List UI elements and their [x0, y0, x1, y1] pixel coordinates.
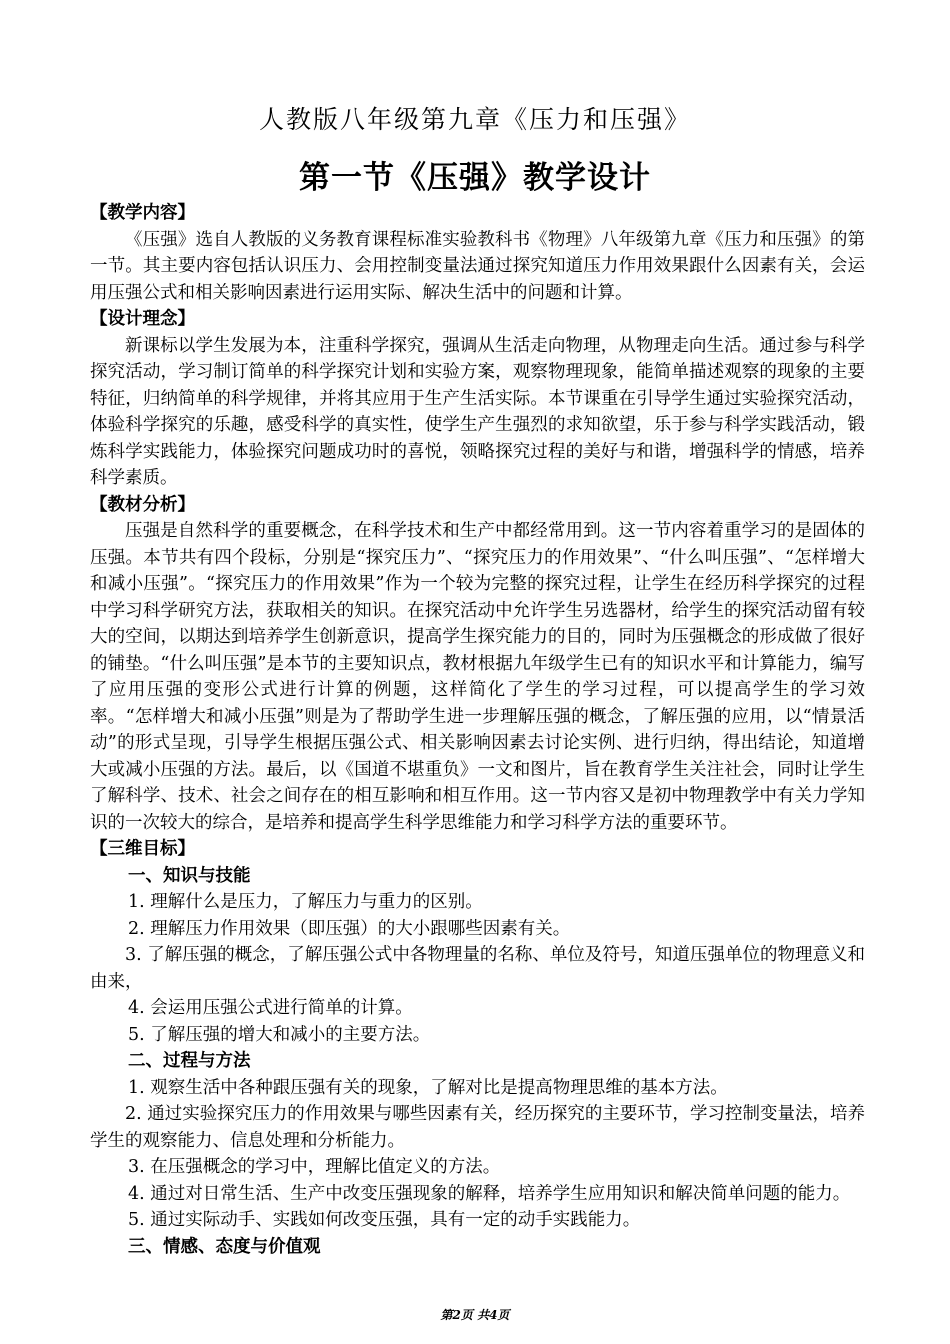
goal-process-item-2: 2. 通过实验探究压力的作用效果与哪些因素有关，经历探究的主要环节，学习控制变量法，培养学生的观察能力、信息处理和分析能力。: [90, 1104, 865, 1151]
document-subtitle: 第一节《压强》教学设计: [299, 160, 651, 196]
goal-process-item-4: 4. 通过对日常生活、生产中改变压强现象的解释，培养学生应用知识和解决简单问题的能力。: [128, 1183, 851, 1204]
goal-process-item-1: 1. 观察生活中各种跟压强有关的现象，了解对比是提高物理思维的基本方法。: [128, 1077, 728, 1098]
heading-analysis: 【教材分析】: [90, 494, 195, 515]
goal-process-item-3: 3. 在压强概念的学习中，理解比值定义的方法。: [128, 1157, 501, 1177]
goal-knowledge-item-4: 4. 会运用压强公式进行简单的计算。: [128, 998, 413, 1018]
goal-emotion-title: 三、情感、态度与价值观: [128, 1236, 321, 1257]
goal-knowledge-title: 一、知识与技能: [128, 865, 251, 886]
heading-content: 【教学内容】: [90, 203, 195, 223]
goal-knowledge-item-3: 3. 了解压强的概念，了解压强公式中各物理量的名称、单位及符号，知道压强单位的物理意义和由来，: [90, 945, 865, 992]
goal-knowledge-item-2: 2. 理解压力作用效果（即压强）的大小跟哪些因素有关。: [128, 918, 571, 939]
goal-knowledge-item-5: 5. 了解压强的增大和减小的主要方法。: [128, 1024, 431, 1045]
paragraph-concept: 新课标以学生发展为本，注重科学探究，强调从生活走向物理，从物理走向生活。通过参与科学探究活动，学习制订简单的科学探究计划和实验方案，观察物理现象，能简单描述观察的现象的主要特征，归纳简单的科学规律，并将其应用于生产生活实际。本节课重在引导学生通过实验探究活动，体验科学探究的乐趣，感受科学的真实性，使学生产生强烈的求知欲望，乐于参与科学实践活动，锻炼科学实践能力，体验探究问题成功时的喜悦，领略探究过程的美好与和谐，增强科学的情感，培养科学素质。: [90, 335, 865, 488]
goal-process-title: 二、过程与方法: [128, 1051, 251, 1071]
page-number-footer: 第2页 共4页: [440, 1308, 510, 1322]
heading-goals: 【三维目标】: [90, 839, 195, 859]
document-title: 人教版八年级第九章《压力和压强》: [258, 105, 691, 134]
paragraph-content: 《压强》选自人教版的义务教育课程标准实验教科书《物理》八年级第九章《压力和压强》的第一节。其主要内容包括认识压力、会用控制变量法通过探究知道压力作用效果跟什么因素有关，会运用压强公式和相关影响因素进行运用实际、解决生活中的问题和计算。: [90, 229, 865, 303]
goal-knowledge-item-1: 1. 理解什么是压力，了解压力与重力的区别。: [128, 892, 483, 912]
goal-process-item-5: 5. 通过实际动手、实践如何改变压强，具有一定的动手实践能力。: [128, 1210, 641, 1230]
paragraph-analysis: 压强是自然科学的重要概念，在科学技术和生产中都经常用到。这一节内容着重学习的是固体的压强。本节共有四个段标，分别是“探究压力”、“探究压力的作用效果”、“什么叫压强”、“怎样增大和减小压强”。“探究压力的作用效果”作为一个较为完整的探究过程，让学生在经历科学探究的过程中学习科学研究方法，获取相关的知识。在探究活动中允许学生另选器材，给学生的探究活动留有较大的空间，以期达到培养学生创新意识，提高学生探究能力的目的，同时为压强概念的形成做了很好的铺垫。“什么叫压强”是本节的主要知识点，教材根据九年级学生已有的知识水平和计算能力，编写了应用压强的变形公式进行计算的例题，这样简化了学生的学习过程，可以提高学生的学习效率。“怎样增大和减小压强”则是为了帮助学生进一步理解压强的概念，了解压强的应用，以“情景活动”的形式呈现，引导学生根据压强公式、相关影响因素去讨论实例、进行归纳，得出结论，知道增大或减小压强的方法。最后，以《国道不堪重负》一文和图片，旨在教育学生关注社会，同时让学生了解科学、技术、社会之间存在的相互影响和相互作用。这一节内容又是初中物理教学中有关力学知识的一次较大的综合，是培养和提高学生科学思维能力和学习科学方法的重要环节。: [90, 521, 865, 833]
document-body: [90, 200, 865, 1260]
heading-concept: 【设计理念】: [90, 309, 195, 329]
